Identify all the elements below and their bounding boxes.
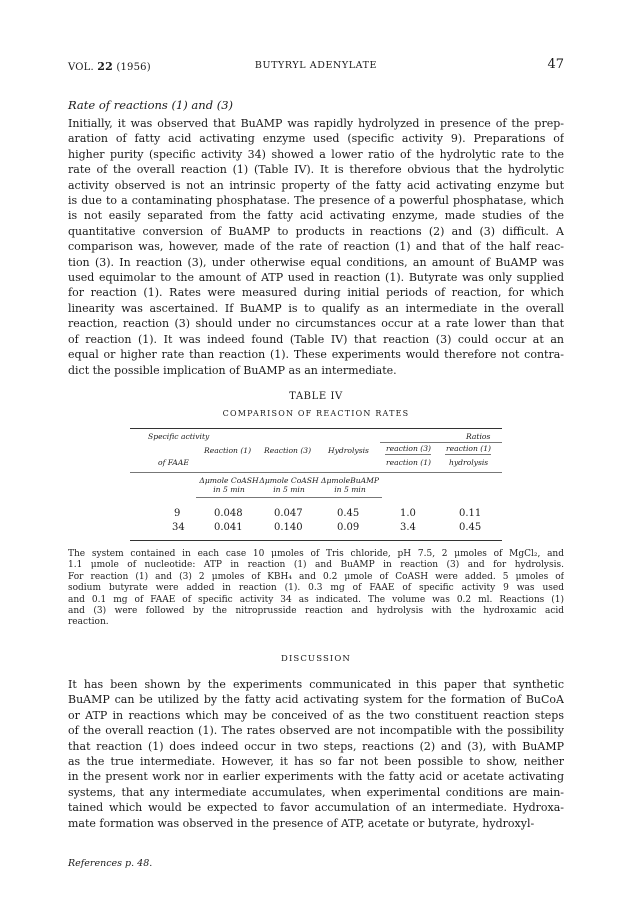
footnote-line: and (3) were followed by the nitroprusside reaction and hydrolysis with the hydroxamic acid [68, 606, 564, 617]
paragraph-line: linearity was ascertained. If BuAMP is to qualify as an intermediate in the overall [68, 301, 564, 315]
paragraph-line: aration of fatty acid activating enzyme used (specific activity 9). Preparations of [68, 132, 564, 146]
volume-year: (1956) [116, 62, 151, 73]
row2-ratio2: 0.45 [459, 522, 482, 533]
running-header [68, 58, 564, 76]
paragraph-line: tained which would be expected to favor accumulation of an intermediate. Hydroxa- [68, 801, 564, 815]
paragraph-line: for reaction (1). Rates were measured during initial periods of reaction, for which [68, 286, 564, 300]
table-footnote [68, 549, 564, 629]
paragraph-line: is not easily separated from the fatty acid activating enzyme, made studies of the [68, 209, 564, 223]
unit-reaction1 [198, 476, 260, 494]
volume-prefix: VOL. [68, 62, 94, 73]
header-reaction1: Reaction (1) [204, 446, 252, 455]
paragraph-line: reaction, reaction (3) should under no circumstances occur at a rate lower than that [68, 317, 564, 331]
unit-hydrolysis [320, 476, 380, 494]
paragraph-line: or ATP in reactions which may be conceived of as the two constituent reaction steps [68, 708, 564, 722]
section-heading: Rate of reactions (1) and (3) [68, 98, 233, 112]
ratios-rule [380, 442, 502, 443]
row1-hydrolysis: 0.45 [337, 508, 360, 519]
row2-reaction3: 0.140 [274, 522, 303, 533]
footnote-line: and 0.1 mg of FAAE of specific activity 34 as indicated. The volume was 0.2 ml. Reactions (1) [68, 594, 564, 605]
unit-reaction3 [258, 476, 320, 494]
ratio1-numerator: reaction (3) [386, 444, 432, 453]
table-caption: COMPARISON OF REACTION RATES [222, 409, 410, 418]
ratio2-fraction-bar [445, 454, 491, 455]
paragraph-line: Initially, it was observed that BuAMP was rapidly hydrolyzed in presence of the prep- [68, 117, 564, 130]
row2-activity: 34 [172, 522, 185, 533]
running-title: BUTYRYL ADENYLATE [254, 60, 378, 71]
header-hydrolysis: Hydrolysis [328, 446, 369, 455]
paragraph-line: comparison was, however, made of the rate of reaction (1) and that of the half reac- [68, 240, 564, 254]
paragraph-line: in the present work nor in earlier experiments with the fatty acid or acetate activating [68, 770, 564, 784]
ratio1-denominator: reaction (1) [386, 458, 432, 467]
discussion-heading: DISCUSSION [281, 654, 351, 664]
paragraph-line: activity observed is not an intrinsic property of the fatty acid activating enzyme but [68, 178, 564, 192]
paragraph-line: that reaction (1) does indeed occur in two steps, reactions (2) and (3), with BuAMP [68, 739, 564, 753]
paragraph-line: quantitative conversion of BuAMP to products in reactions (2) and (3) difficult. A [68, 224, 564, 238]
table-bottom-rule [130, 540, 502, 541]
unit-reaction1-line1: Δμmole CoASH [199, 476, 259, 485]
unit-reaction3-line2: in 5 min [273, 485, 305, 494]
page-number: 47 [547, 57, 564, 72]
footnote-line: reaction. [68, 617, 109, 628]
header-of-faae: of FAAE [158, 458, 189, 467]
paragraph-line: of reaction (1). It was indeed found (Table IV) that reaction (3) could occur at an [68, 332, 564, 346]
paragraph-line: mate formation was observed in the presence of ATP, acetate or butyrate, hydroxyl- [68, 816, 535, 830]
table-top-rule [130, 428, 502, 429]
volume-number: 22 [97, 60, 113, 73]
footnote-line: For reaction (1) and (3) 2 μmoles of KBH₄ and 0.2 μmole of CoASH were added. 5 μmoles of [68, 571, 564, 582]
unit-reaction1-line2: in 5 min [213, 485, 245, 494]
paragraph-line: systems, that any intermediate accumulates, when experimental conditions are main- [68, 785, 564, 799]
unit-reaction3-line1: Δμmole CoASH [259, 476, 319, 485]
table-label: TABLE IV [289, 391, 343, 402]
ratio1-fraction-bar [385, 454, 431, 455]
paragraph-line: higher purity (specific activity 34) showed a lower ratio of the hydrolytic rate to the [68, 147, 564, 161]
row2-ratio1: 3.4 [400, 522, 416, 533]
footnote-line: The system contained in each case 10 μmoles of Tris chloride, pH 7.5, 2 μmoles of MgCl₂, and [68, 549, 564, 559]
header-specific-activity: Specific activity [148, 432, 210, 441]
row1-ratio2: 0.11 [459, 508, 482, 519]
row1-activity: 9 [174, 508, 181, 519]
units-rule [196, 497, 382, 498]
ratio2-numerator: reaction (1) [446, 444, 492, 453]
header-reaction3: Reaction (3) [264, 446, 312, 455]
paragraph-line: BuAMP can be utilized by the fatty acid activating system for the formation of BuCoA [68, 693, 564, 707]
paragraph-line: used equimolar to the amount of ATP used in reaction (1). Butyrate was only supplied [68, 271, 564, 285]
header-ratios: Ratios [466, 432, 491, 441]
header-rule [130, 472, 502, 473]
ratio2-denominator: hydrolysis [449, 458, 489, 467]
paragraph-rate-of-reactions [68, 116, 564, 378]
paragraph-line: as the true intermediate. However, it has so far not been possible to show, neither [68, 755, 564, 769]
paragraph-line: dict the possible implication of BuAMP as an intermediate. [68, 363, 397, 377]
row2-hydrolysis: 0.09 [337, 522, 360, 533]
footnote-line: 1.1 μmole of nucleotide: ATP in reaction (1) and BuAMP in reaction (3) and for hydrolysis. [68, 560, 564, 571]
unit-hydrolysis-line1: ΔμmoleBuAMP [321, 476, 379, 485]
references-note: References p. 48. [68, 858, 153, 869]
row2-reaction1: 0.041 [214, 522, 243, 533]
paragraph-line: is due to a contaminating phosphatase. The presence of a powerful phosphatase, which [68, 194, 564, 208]
row1-ratio1: 1.0 [400, 508, 416, 519]
unit-hydrolysis-line2: in 5 min [334, 485, 366, 494]
paragraph-discussion [68, 677, 564, 831]
paragraph-line: of the overall reaction (1). The rates observed are not incompatible with the possibility [68, 724, 564, 738]
paragraph-line: rate of the overall reaction (1) (Table IV). It is therefore obvious that the hydrolytic [68, 163, 564, 177]
row1-reaction3: 0.047 [274, 508, 303, 519]
row1-reaction1: 0.048 [214, 508, 243, 519]
footnote-line: sodium butyrate were added in reaction (1). 0.3 mg of FAAE of specific activity 9 was used [68, 583, 564, 594]
paragraph-line: equal or higher rate than reaction (1). These experiments would therefore not contra- [68, 348, 564, 362]
paragraph-line: It has been shown by the experiments communicated in this paper that synthetic [68, 678, 564, 691]
paragraph-line: tion (3). In reaction (3), under otherwise equal conditions, an amount of BuAMP was [68, 255, 564, 269]
